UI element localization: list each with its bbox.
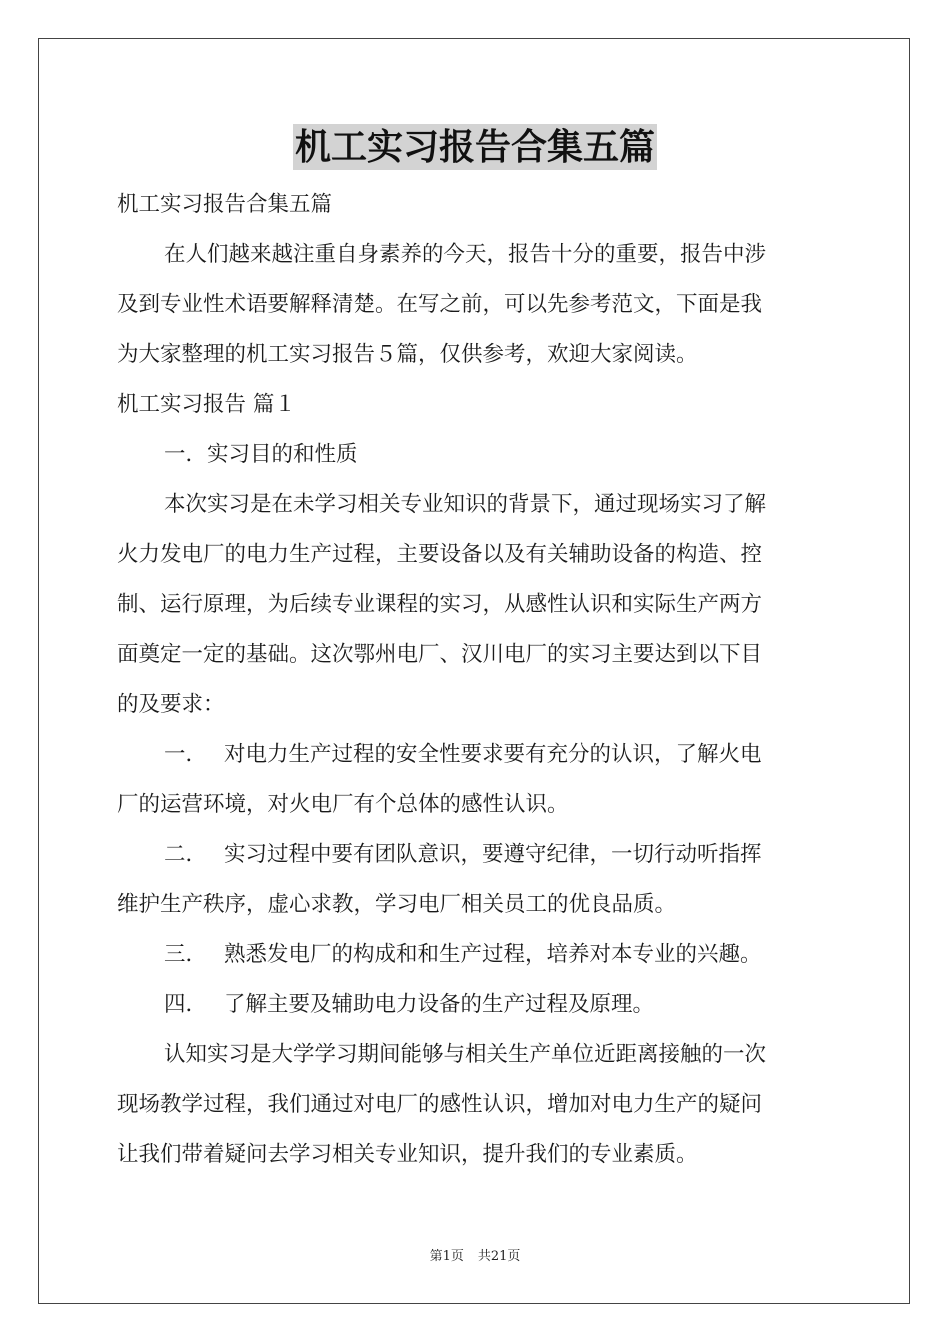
paragraph-line: 认知实习是大学学习期间能够与相关生产单位近距离接触的一次 (164, 1042, 767, 1067)
title-block (0, 124, 950, 170)
document-title: 机工实习报告合集五篇 (294, 126, 655, 168)
page-number: 第1页 (429, 1249, 464, 1264)
list-item-number: 二． (164, 842, 208, 867)
paragraph-line: 的及要求： (117, 692, 225, 717)
paragraph-line: 火力发电厂的电力生产过程，主要设备以及有关辅助设备的构造、控 (117, 542, 763, 567)
page-footer (0, 1245, 950, 1264)
paragraph-line: 现场教学过程，我们通过对电厂的感性认识，增加对电力生产的疑问 (117, 1092, 763, 1117)
intro-line: 及到专业性术语要解释清楚。在写之前，可以先参考范文，下面是我 (117, 292, 763, 317)
list-item (117, 730, 837, 780)
list-item (117, 930, 837, 980)
list-item (117, 830, 837, 880)
list-item-text: 熟悉发电厂的构成和和生产过程，培养对本专业的兴趣。 (224, 942, 762, 967)
page-total: 共21页 (477, 1249, 521, 1264)
list-item-number: 一． (164, 742, 208, 767)
paragraph-line: 制、运行原理，为后续专业课程的实习，从感性认识和实际生产两方 (117, 592, 763, 617)
list-item-text: 对电力生产过程的安全性要求要有充分的认识，了解火电 (224, 742, 762, 767)
list-item-number: 三． (164, 942, 208, 967)
document-body (117, 180, 837, 1180)
list-item-text: 了解主要及辅助电力设备的生产过程及原理。 (224, 992, 655, 1017)
intro-line: 为大家整理的机工实习报告５篇，仅供参考，欢迎大家阅读。 (117, 342, 698, 367)
paragraph-line: 本次实习是在未学习相关专业知识的背景下，通过现场实习了解 (164, 492, 767, 517)
list-item-continuation: 维护生产秩序，虚心求教，学习电厂相关员工的优良品质。 (117, 892, 677, 917)
paragraph-line: 让我们带着疑问去学习相关专业知识，提升我们的专业素质。 (117, 1142, 698, 1167)
paragraph-line: 面奠定一定的基础。这次鄂州电厂、汉川电厂的实习主要达到以下目 (117, 642, 763, 667)
list-item (117, 980, 837, 1030)
document-subtitle: 机工实习报告合集五篇 (117, 192, 333, 217)
subsection-heading: 一．实习目的和性质 (164, 442, 358, 467)
list-item-continuation: 厂的运营环境，对火电厂有个总体的感性认识。 (117, 792, 569, 817)
intro-line: 在人们越来越注重自身素养的今天，报告十分的重要，报告中涉 (164, 242, 767, 267)
section-heading: 机工实习报告 篇１ (117, 392, 296, 417)
list-item-text: 实习过程中要有团队意识，要遵守纪律，一切行动听指挥 (224, 842, 762, 867)
list-item-number: 四． (164, 992, 208, 1017)
